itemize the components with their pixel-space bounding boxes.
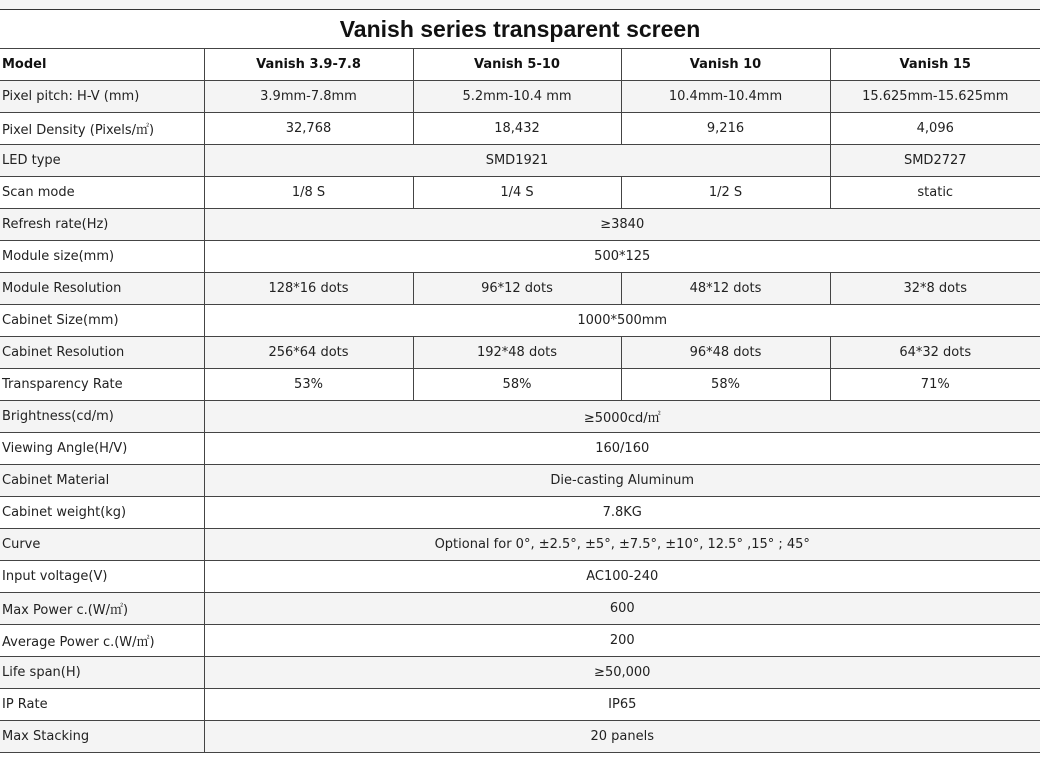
- row-label: Cabinet weight(kg): [0, 497, 204, 529]
- table-row: [0, 273, 1040, 305]
- spec-value: 500*125: [204, 241, 1040, 273]
- table-row: [0, 145, 1040, 177]
- row-label: IP Rate: [0, 689, 204, 721]
- spec-value: 58%: [621, 369, 830, 401]
- row-label: Brightness(cd/m): [0, 401, 204, 433]
- spec-table-body: [0, 49, 1040, 753]
- spec-value: 128*16 dots: [204, 273, 413, 305]
- row-label: Cabinet Material: [0, 465, 204, 497]
- spec-value: 71%: [830, 369, 1040, 401]
- spec-value: 32,768: [204, 113, 413, 145]
- spec-value: ≥3840: [204, 209, 1040, 241]
- row-label: Curve: [0, 529, 204, 561]
- spec-value: 192*48 dots: [413, 337, 621, 369]
- row-label: Life span(H): [0, 657, 204, 689]
- spec-value: 48*12 dots: [621, 273, 830, 305]
- row-label: Max Stacking: [0, 721, 204, 753]
- table-row: [0, 593, 1040, 625]
- title-row: [0, 10, 1040, 49]
- row-label: Cabinet Size(mm): [0, 305, 204, 337]
- spec-value: 256*64 dots: [204, 337, 413, 369]
- header-row: [0, 49, 1040, 81]
- spec-value: Die-casting Aluminum: [204, 465, 1040, 497]
- spec-value: 3.9mm-7.8mm: [204, 81, 413, 113]
- spec-value: 1/8 S: [204, 177, 413, 209]
- table-row: [0, 561, 1040, 593]
- spec-value: 1/4 S: [413, 177, 621, 209]
- spec-value: 1/2 S: [621, 177, 830, 209]
- table-row: [0, 721, 1040, 753]
- table-row: [0, 81, 1040, 113]
- spec-value: 32*8 dots: [830, 273, 1040, 305]
- spec-table: [0, 49, 1040, 753]
- row-label: Refresh rate(Hz): [0, 209, 204, 241]
- model-name: Vanish 3.9-7.8: [204, 49, 413, 81]
- spec-value: 7.8KG: [204, 497, 1040, 529]
- spec-value: Optional for 0°, ±2.5°, ±5°, ±7.5°, ±10°, 12.5° ,15° ; 45°: [204, 529, 1040, 561]
- row-label: Cabinet Resolution: [0, 337, 204, 369]
- spec-value: 10.4mm-10.4mm: [621, 81, 830, 113]
- spec-value: ≥50,000: [204, 657, 1040, 689]
- spec-value: 53%: [204, 369, 413, 401]
- spec-value: 64*32 dots: [830, 337, 1040, 369]
- row-label: Average Power c.(W/㎡): [0, 625, 204, 657]
- spec-value: SMD2727: [830, 145, 1040, 177]
- table-row: [0, 401, 1040, 433]
- table-row: [0, 689, 1040, 721]
- spec-value: IP65: [204, 689, 1040, 721]
- table-row: [0, 529, 1040, 561]
- spec-value: ≥5000cd/㎡: [204, 401, 1040, 433]
- spec-value: 18,432: [413, 113, 621, 145]
- table-row: [0, 337, 1040, 369]
- row-label: LED type: [0, 145, 204, 177]
- spec-value: SMD1921: [204, 145, 830, 177]
- model-name: Vanish 5-10: [413, 49, 621, 81]
- row-label: Scan mode: [0, 177, 204, 209]
- spec-value: 96*12 dots: [413, 273, 621, 305]
- table-row: [0, 497, 1040, 529]
- spec-value: 1000*500mm: [204, 305, 1040, 337]
- spec-value: 20 panels: [204, 721, 1040, 753]
- table-row: [0, 113, 1040, 145]
- table-row: [0, 305, 1040, 337]
- spec-value: 9,216: [621, 113, 830, 145]
- top-strip: [0, 0, 1040, 10]
- model-name: Vanish 15: [830, 49, 1040, 81]
- table-row: [0, 625, 1040, 657]
- row-label: Transparency Rate: [0, 369, 204, 401]
- model-name: Vanish 10: [621, 49, 830, 81]
- table-row: [0, 433, 1040, 465]
- spec-value: static: [830, 177, 1040, 209]
- row-label: Pixel pitch: H-V (mm): [0, 81, 204, 113]
- row-label: Module size(mm): [0, 241, 204, 273]
- spec-value: 5.2mm-10.4 mm: [413, 81, 621, 113]
- spec-value: 600: [204, 593, 1040, 625]
- spec-value: AC100-240: [204, 561, 1040, 593]
- spec-value: 200: [204, 625, 1040, 657]
- table-row: [0, 657, 1040, 689]
- row-label: Max Power c.(W/㎡): [0, 593, 204, 625]
- table-row: [0, 241, 1040, 273]
- page-title: Vanish series transparent screen: [339, 15, 701, 42]
- spec-value: 4,096: [830, 113, 1040, 145]
- row-label: Pixel Density (Pixels/㎡): [0, 113, 204, 145]
- spec-value: 58%: [413, 369, 621, 401]
- row-label: Module Resolution: [0, 273, 204, 305]
- row-label: Viewing Angle(H/V): [0, 433, 204, 465]
- table-row: [0, 465, 1040, 497]
- spec-value: 160/160: [204, 433, 1040, 465]
- table-row: [0, 369, 1040, 401]
- header-label: Model: [0, 49, 204, 81]
- table-row: [0, 209, 1040, 241]
- spec-value: 15.625mm-15.625mm: [830, 81, 1040, 113]
- table-row: [0, 177, 1040, 209]
- spec-value: 96*48 dots: [621, 337, 830, 369]
- row-label: Input voltage(V): [0, 561, 204, 593]
